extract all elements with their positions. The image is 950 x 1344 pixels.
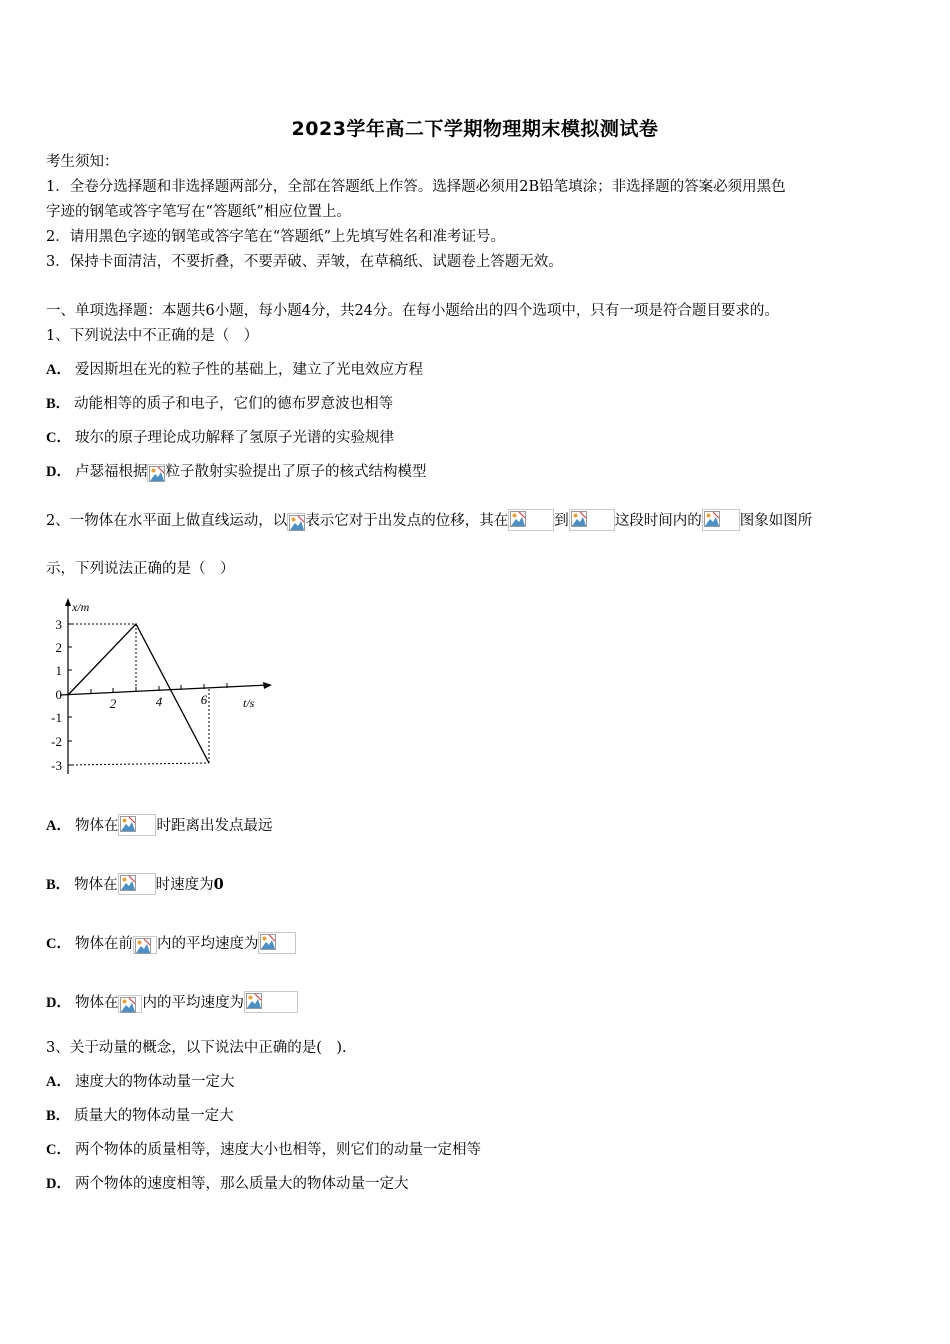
x-t-image-icon bbox=[702, 509, 740, 531]
alpha-symbol-image-icon bbox=[147, 464, 165, 482]
q3-option-b bbox=[46, 1106, 234, 1126]
notice-item-1: 1．全卷分选择题和非选择题两部分，全部在答题纸上作答。选择题必须用2B铅笔填涂；非选择题的答案必须用黑色 bbox=[46, 179, 786, 195]
q1-stem: 1、下列说法中不正确的是（ ） bbox=[46, 328, 259, 344]
q2-option-c bbox=[46, 932, 296, 954]
q2-option-d bbox=[46, 991, 298, 1013]
q3-option-b-letter: B． bbox=[46, 1108, 71, 1124]
y-axis-label: x/m bbox=[72, 600, 90, 614]
q3-option-a bbox=[46, 1072, 234, 1092]
q1-option-d bbox=[46, 462, 426, 482]
q2-option-b-letter: B． bbox=[46, 877, 71, 893]
q2-option-a bbox=[46, 814, 272, 836]
q2-option-c-after: 内的平均速度为 bbox=[156, 936, 259, 952]
duration-image-icon bbox=[118, 995, 142, 1013]
q2-option-d-after: 内的平均速度为 bbox=[142, 995, 244, 1011]
y-tick-label: -3 bbox=[51, 758, 62, 773]
time-value-image-icon bbox=[118, 814, 156, 836]
q1-option-c-text: 玻尔的原子理论成功解释了氢原子光谱的实验规律 bbox=[74, 430, 394, 446]
q1-option-a-text: 爱因斯坦在光的粒子性的基础上，建立了光电效应方程 bbox=[74, 362, 423, 378]
q3-stem: 3、关于动量的概念，以下说法中正确的是( ). bbox=[46, 1040, 347, 1056]
t-start-image-icon bbox=[508, 509, 554, 531]
q2-option-a-letter: A． bbox=[46, 818, 71, 834]
velocity-value-image-icon bbox=[244, 991, 298, 1013]
q2-stem-part3: 到 bbox=[554, 513, 569, 529]
q2-stem-line1 bbox=[46, 509, 812, 531]
page-title: 2023学年高二下学期物理期末模拟测试卷 bbox=[291, 118, 659, 140]
section-heading: 一、单项选择题：本题共6小题，每小题4分，共24分。在每小题给出的四个选项中，只有一项是符合题目要求的。 bbox=[46, 303, 779, 319]
q2-option-b bbox=[46, 873, 224, 895]
x-tick-label: 6 bbox=[200, 692, 208, 707]
q1-option-b-text: 动能相等的质子和电子，它们的德布罗意波也相等 bbox=[74, 396, 394, 412]
q2-option-c-before: 物体在前 bbox=[74, 936, 133, 952]
q1-option-c bbox=[46, 428, 394, 448]
y-tick-label: -1 bbox=[51, 710, 62, 725]
y-tick-label: 0 bbox=[55, 687, 62, 702]
t-end-image-icon bbox=[569, 509, 615, 531]
q2-option-d-before: 物体在 bbox=[74, 995, 119, 1011]
q1-option-d-letter: D． bbox=[46, 464, 71, 480]
x-t-graph bbox=[40, 596, 280, 786]
q2-option-a-before: 物体在 bbox=[74, 818, 119, 834]
q2-option-a-after: 时距离出发点最远 bbox=[156, 818, 273, 834]
q3-option-c-text: 两个物体的质量相等，速度大小也相等，则它们的动量一定相等 bbox=[74, 1142, 481, 1158]
notice-item-1-cont: 字迹的钢笔或答字笔写在“答题纸”相应位置上。 bbox=[46, 204, 351, 220]
q2-option-c-letter: C． bbox=[46, 936, 71, 952]
q3-option-c-letter: C． bbox=[46, 1142, 71, 1158]
x-tick-label: 4 bbox=[155, 694, 163, 709]
q1-option-d-text-after: 粒子散射实验提出了原子的核式结构模型 bbox=[165, 464, 427, 480]
q2-option-b-before: 物体在 bbox=[74, 877, 118, 893]
x-axis-arrow bbox=[263, 682, 272, 689]
velocity-value-image-icon bbox=[258, 932, 296, 954]
q3-option-a-text: 速度大的物体动量一定大 bbox=[74, 1074, 235, 1090]
q1-option-a bbox=[46, 360, 423, 380]
q3-option-c bbox=[46, 1140, 481, 1160]
y-tick-label: 3 bbox=[55, 617, 62, 632]
duration-image-icon bbox=[133, 936, 157, 954]
y-tick-label: -2 bbox=[51, 734, 62, 749]
q3-option-b-text: 质量大的物体动量一定大 bbox=[74, 1108, 234, 1124]
q2-stem-part4: 这段时间内的 bbox=[614, 513, 702, 529]
x-axis-label: t/s bbox=[243, 696, 255, 710]
guide-line-bottom bbox=[68, 763, 209, 765]
q1-option-a-letter: A． bbox=[46, 362, 71, 378]
q3-option-d-text: 两个物体的速度相等，那么质量大的物体动量一定大 bbox=[74, 1176, 409, 1192]
y-tick-label: 2 bbox=[55, 640, 62, 655]
q1-option-b bbox=[46, 394, 393, 414]
notice-item-3: 3．保持卡面清洁，不要折叠，不要弄破、弄皱，在草稿纸、试题卷上答题无效。 bbox=[46, 254, 563, 270]
time-value-image-icon bbox=[118, 873, 156, 895]
q2-stem-line2: 示，下列说法正确的是（ ） bbox=[46, 561, 235, 577]
q1-option-c-letter: C． bbox=[46, 430, 71, 446]
y-axis-arrow bbox=[65, 598, 71, 606]
q2-option-d-letter: D． bbox=[46, 995, 71, 1011]
y-tick-label: 1 bbox=[55, 663, 62, 678]
q3-option-d-letter: D． bbox=[46, 1176, 71, 1192]
q3-option-a-letter: A． bbox=[46, 1074, 71, 1090]
x-tick-label: 2 bbox=[109, 696, 117, 711]
q2-stem-part5: 图象如图所 bbox=[739, 513, 813, 529]
q2-option-b-zero: 0 bbox=[213, 876, 224, 893]
notice-item-2: 2．请用黑色字迹的钢笔或答字笔在“答题纸”上先填写姓名和准考证号。 bbox=[46, 229, 506, 245]
q1-option-b-letter: B． bbox=[46, 396, 71, 412]
x-symbol-image-icon bbox=[287, 513, 305, 531]
notice-heading: 考生须知： bbox=[46, 154, 119, 170]
q2-stem-part2: 表示它对于出发点的位移，其在 bbox=[305, 513, 509, 529]
q2-stem-part1: 2、一物体在水平面上做直线运动，以 bbox=[46, 513, 288, 529]
q1-option-d-text-before: 卢瑟福根据 bbox=[74, 464, 148, 480]
q2-option-b-after: 时速度为 bbox=[155, 877, 214, 893]
q3-option-d bbox=[46, 1174, 408, 1194]
